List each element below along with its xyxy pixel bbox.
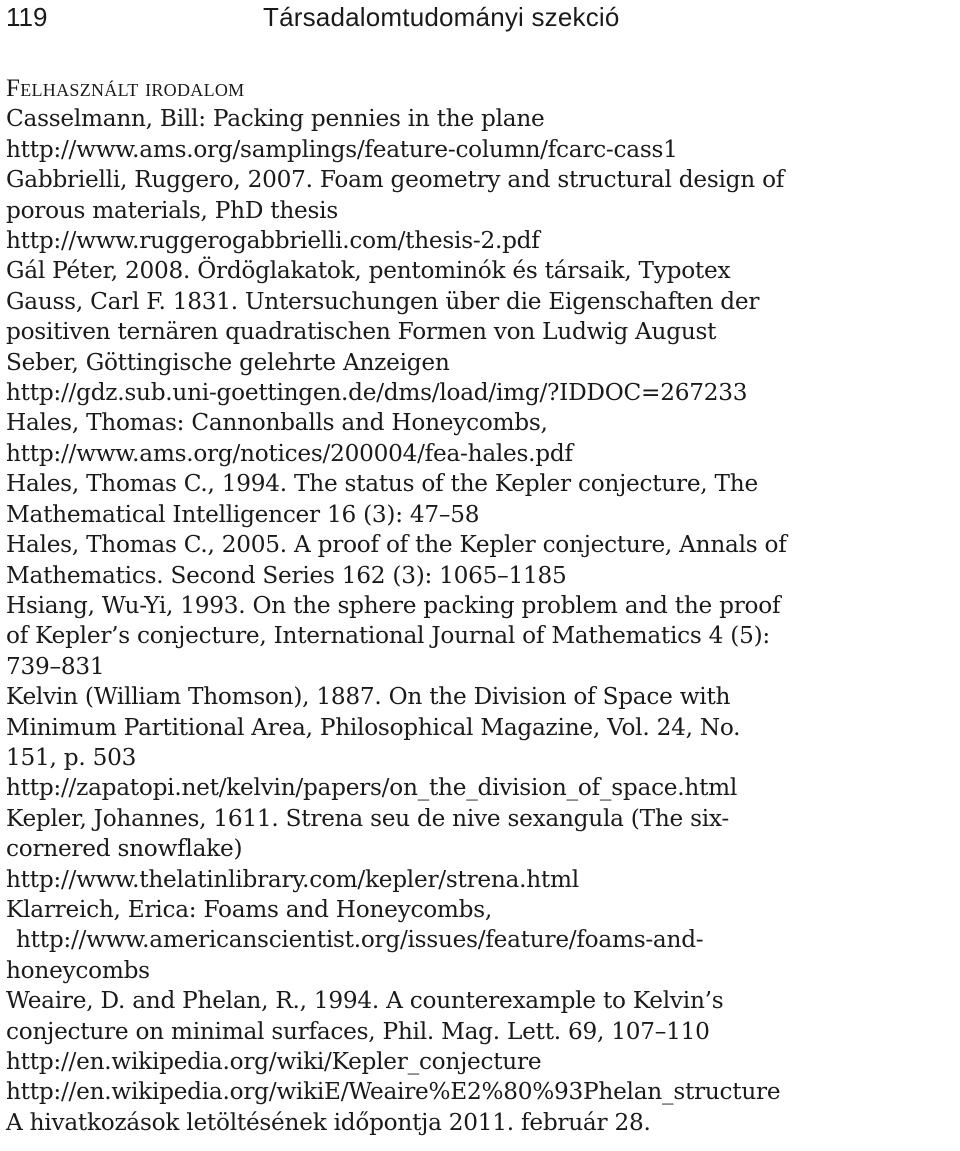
reference-entry — [6, 530, 956, 591]
reference-line: Weaire, D. and Phelan, R., 1994. A counterexample to Kelvin’s — [6, 987, 724, 1015]
reference-line: Minimum Partitional Area, Philosophical Magazine, Vol. 24, No. — [6, 713, 741, 741]
reference-line: Casselmann, Bill: Packing pennies in the plane — [6, 105, 545, 133]
reference-url[interactable]: http://zapatopi.net/kelvin/papers/on_the_division_of_space.html — [6, 774, 738, 802]
access-date-note: A hivatkozások letöltésének időpontja 2011. február 28. — [6, 1108, 651, 1136]
page-number: 119 — [6, 2, 48, 32]
reference-url[interactable]: http://www.ams.org/samplings/feature-column/fcarc-cass1 — [6, 135, 678, 163]
section-title: Társadalomtudományi szekció — [263, 2, 620, 32]
reference-url[interactable]: http://gdz.sub.uni-goettingen.de/dms/load/img/?IDDOC=267233 — [6, 379, 748, 407]
bibliography-heading: Felhasznált irodalom — [6, 75, 245, 102]
reference-line: porous materials, PhD thesis — [6, 196, 338, 224]
reference-entry — [6, 104, 956, 165]
reference-line: Kepler, Johannes, 1611. Strena seu de nive sexangula (The six- — [6, 804, 729, 832]
reference-line: Klarreich, Erica: Foams and Honeycombs, — [6, 895, 493, 923]
reference-line: Hales, Thomas C., 1994. The status of the Kepler conjecture, The — [6, 470, 758, 498]
reference-entry — [6, 591, 956, 682]
running-header — [0, 0, 960, 40]
reference-url[interactable]: http://www.americanscientist.org/issues/feature/foams-and- — [16, 926, 704, 954]
reference-line: Kelvin (William Thomson), 1887. On the Division of Space with — [6, 683, 731, 711]
reference-entry — [6, 256, 956, 286]
reference-entry — [6, 287, 956, 409]
reference-entry — [6, 986, 956, 1047]
reference-line: Hales, Thomas C., 2005. A proof of the Kepler conjecture, Annals of — [6, 531, 787, 559]
reference-list — [6, 104, 956, 1047]
wikipedia-url[interactable]: http://en.wikipedia.org/wikiE/Weaire%E2%80%93Phelan_structure — [6, 1078, 781, 1106]
bibliography — [6, 74, 956, 1138]
reference-entry — [6, 682, 956, 804]
reference-entry — [6, 804, 956, 895]
reference-line: Hsiang, Wu-Yi, 1993. On the sphere packing problem and the proof — [6, 591, 781, 619]
reference-entry — [6, 895, 956, 986]
reference-line: conjecture on minimal surfaces, Phil. Mag. Lett. 69, 107–110 — [6, 1017, 710, 1045]
reference-url[interactable]: http://www.ruggerogabbrielli.com/thesis-2.pdf — [6, 227, 540, 255]
reference-line: Gabbrielli, Ruggero, 2007. Foam geometry and structural design of — [6, 166, 785, 194]
reference-url-continuation[interactable]: honeycombs — [6, 956, 150, 984]
reference-url[interactable]: http://www.ams.org/notices/200004/fea-hales.pdf — [6, 439, 573, 467]
reference-line: Mathematics. Second Series 162 (3): 1065–1185 — [6, 561, 567, 589]
reference-line: cornered snowflake) — [6, 835, 243, 863]
reference-line: 151, p. 503 — [6, 743, 137, 771]
reference-line: Gál Péter, 2008. Ördöglakatok, pentominók és társaik, Typotex — [6, 257, 731, 285]
reference-line: Gauss, Carl F. 1831. Untersuchungen über die Eigenschaften der — [6, 287, 760, 315]
reference-entry — [6, 408, 956, 469]
reference-line: Seber, Göttingische gelehrte Anzeigen — [6, 348, 450, 376]
wikipedia-url[interactable]: http://en.wikipedia.org/wiki/Kepler_conjecture — [6, 1048, 542, 1075]
reference-line: positiven ternären quadratischen Formen von Ludwig August — [6, 318, 717, 346]
reference-line: Hales, Thomas: Cannonballs and Honeycombs, — [6, 409, 548, 437]
reference-entry — [6, 165, 956, 256]
reference-line: of Kepler’s conjecture, International Journal of Mathematics 4 (5): — [6, 622, 770, 650]
reference-url[interactable]: http://www.thelatinlibrary.com/kepler/strena.html — [6, 865, 579, 893]
reference-line: Mathematical Intelligencer 16 (3): 47–58 — [6, 500, 480, 528]
reference-line: 739–831 — [6, 652, 105, 680]
reference-entry — [6, 469, 956, 530]
